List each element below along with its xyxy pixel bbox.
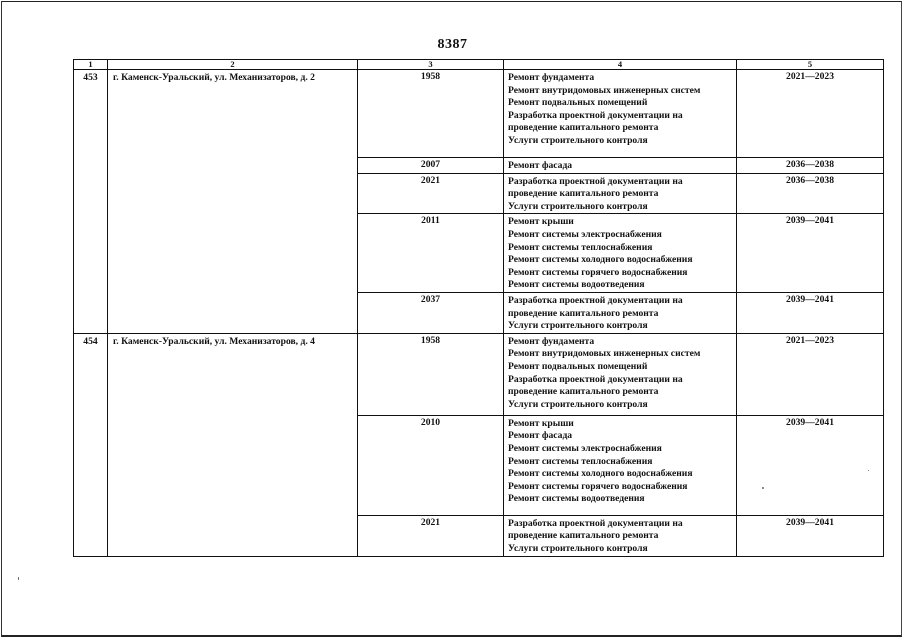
works-cell [504, 158, 737, 174]
works-cell [504, 515, 737, 556]
work-item: Ремонт фундамента [508, 72, 595, 83]
work-item: Разработка проектной документации на [508, 517, 683, 529]
period-text: 2036—2038 [786, 159, 834, 170]
work-item: Ремонт фундамента [508, 335, 595, 347]
year-text: 2037 [420, 293, 441, 305]
address-cell [108, 333, 358, 556]
work-item: проведение капитального ремонта [508, 307, 659, 319]
work-item: Ремонт системы горячего водоснабжения [508, 480, 688, 492]
work-item: Разработка проектной документации на [508, 109, 683, 121]
work-item: Услуги строительного контроля [508, 320, 648, 332]
column-header-1: 1 [74, 60, 108, 70]
row-number: 454 [74, 333, 108, 556]
row-number: 453 [74, 70, 108, 334]
work-item: Ремонт системы холодного водоснабжения [508, 468, 693, 480]
work-item: Ремонт системы водоотведения [508, 493, 645, 505]
works-cell [504, 70, 737, 158]
work-item: Ремонт фасада [508, 430, 573, 442]
table-body [74, 70, 884, 557]
period-text: 2036—2038 [786, 174, 834, 186]
period-text: 2039—2041 [786, 416, 834, 428]
year-cell [358, 292, 504, 333]
works-cell [504, 333, 737, 415]
period-text: 2039—2041 [786, 215, 834, 227]
period-text: 2039—2041 [786, 293, 834, 305]
work-item: Услуги строительного контроля [508, 398, 648, 410]
work-item: Ремонт системы холодного водоснабжения [508, 254, 693, 266]
work-item: Ремонт системы теплоснабжения [508, 455, 653, 467]
year-cell [358, 333, 504, 415]
work-item: Разработка проектной документации на [508, 175, 683, 187]
period-cell [737, 70, 884, 158]
works-cell [504, 415, 737, 515]
work-item: проведение капитального ремонта [508, 188, 659, 200]
address-text: г. Каменск-Уральский, ул. Механизаторов, д. 2 [113, 72, 315, 83]
year-cell [358, 214, 504, 293]
year-cell [358, 415, 504, 515]
year-cell [358, 70, 504, 158]
year-text: 2010 [420, 416, 441, 428]
period-cell [737, 292, 884, 333]
period-cell [737, 515, 884, 556]
works-cell [504, 173, 737, 214]
work-item: Ремонт подвальных помещений [508, 97, 648, 109]
year-text: 2011 [421, 215, 440, 227]
period-text: 2039—2041 [786, 516, 834, 528]
column-header-4: 4 [504, 60, 737, 70]
period-cell [737, 415, 884, 515]
table-header [74, 60, 884, 70]
year-cell [358, 515, 504, 556]
work-item: Ремонт системы электроснабжения [508, 228, 662, 240]
work-item: проведение капитального ремонта [508, 386, 659, 398]
work-item: Ремонт внутридомовых инженерных систем [508, 348, 701, 360]
work-item: Разработка проектной документации на [508, 373, 683, 385]
work-item: Ремонт внутридомовых инженерных систем [508, 84, 701, 96]
period-cell [737, 333, 884, 415]
table-row [74, 70, 884, 158]
works-cell [504, 292, 737, 333]
work-item: проведение капитального ремонта [508, 530, 659, 542]
year-cell [358, 173, 504, 214]
work-item: проведение капитального ремонта [508, 122, 659, 134]
work-item: Ремонт системы электроснабжения [508, 442, 662, 454]
year-text: 2021 [420, 516, 441, 528]
column-header-5: 5 [737, 60, 884, 70]
scan-speck [868, 470, 869, 471]
work-item: Услуги строительного контроля [508, 542, 648, 554]
work-item: Ремонт подвальных помещений [508, 360, 648, 372]
period-cell [737, 158, 884, 174]
year-text: 1958 [420, 334, 441, 346]
column-header-2: 2 [108, 60, 358, 70]
work-item: Ремонт крыши [508, 216, 574, 228]
year-cell [358, 158, 504, 174]
column-header-3: 3 [358, 60, 504, 70]
table-row [74, 333, 884, 415]
page-number: 8387 [437, 37, 468, 52]
work-item: Ремонт системы теплоснабжения [508, 241, 653, 253]
work-item: Ремонт фасада [508, 160, 573, 171]
period-cell [737, 173, 884, 214]
capital-repair-table [73, 59, 884, 557]
period-text: 2021—2023 [786, 71, 834, 82]
address-text: г. Каменск-Уральский, ул. Механизаторов, д. 4 [113, 335, 315, 347]
period-text: 2021—2023 [786, 334, 834, 346]
year-text: 2021 [420, 174, 441, 186]
scan-speck [762, 487, 764, 489]
work-item: Ремонт системы водоотведения [508, 279, 645, 291]
work-item: Ремонт крыши [508, 417, 574, 429]
work-item: Услуги строительного контроля [508, 200, 648, 212]
work-item: Услуги строительного контроля [508, 134, 648, 146]
period-cell [737, 214, 884, 293]
work-item: Ремонт системы горячего водоснабжения [508, 266, 688, 278]
scan-speck [18, 577, 19, 580]
works-cell [504, 214, 737, 293]
year-text: 2007 [420, 159, 441, 170]
address-cell [108, 70, 358, 334]
year-text: 1958 [420, 71, 441, 82]
work-item: Разработка проектной документации на [508, 294, 683, 306]
